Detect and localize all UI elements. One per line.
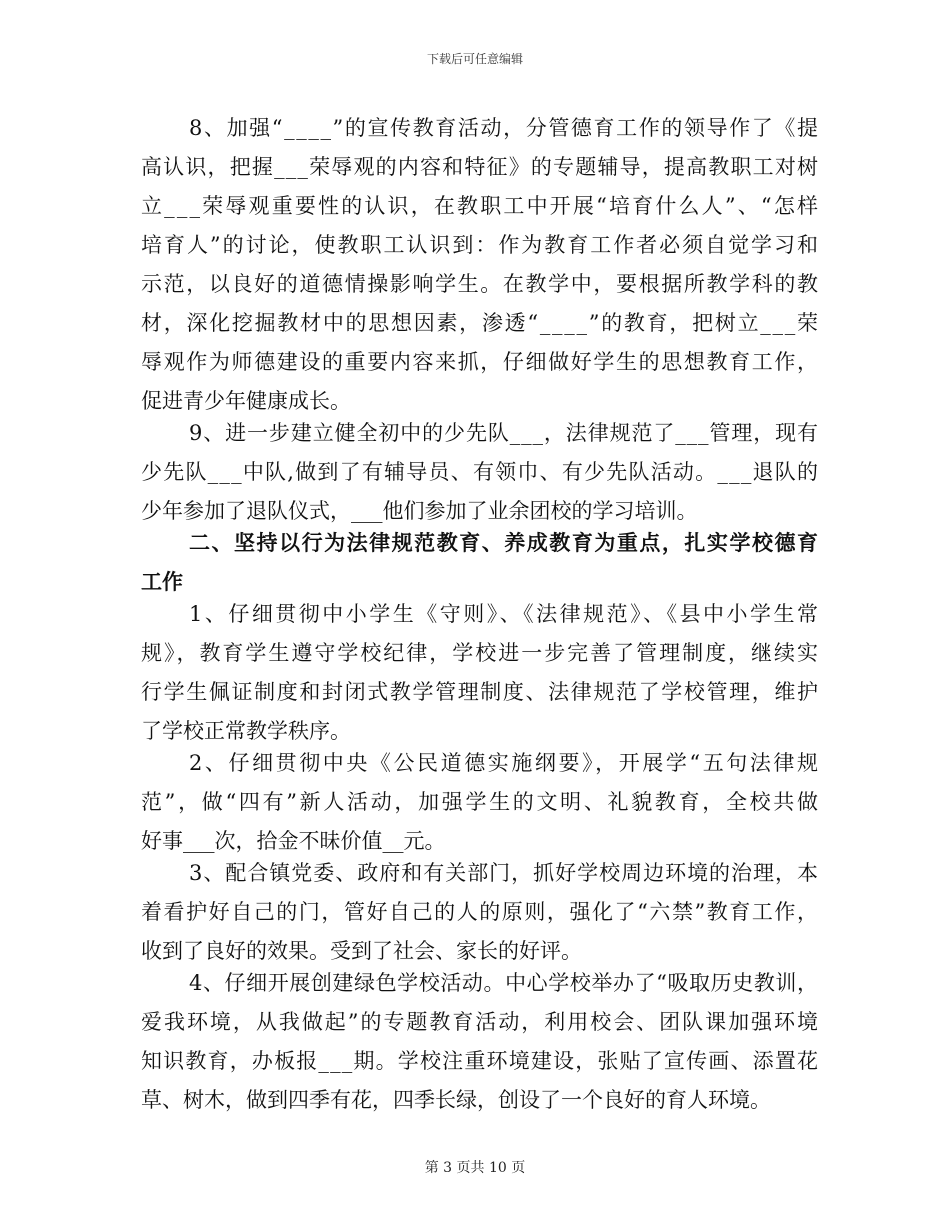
- paragraph-line: 8、加强“____”的宣传教育活动，分管德育工作的领导作了《提: [189, 116, 820, 140]
- paragraph-line: 知识教育，办板报___期。学校注重环境建设，张贴了宣传画、添置花: [141, 1049, 820, 1073]
- paragraph-line: 3、配合镇党委、政府和有关部门，抓好学校周边环境的治理，本: [189, 861, 819, 885]
- paragraph-line: 爱我环境，从我做起”的专题教育活动，利用校会、团队课加强环境: [141, 1010, 820, 1034]
- paragraph-line: 促进青少年健康成长。: [141, 389, 351, 413]
- paragraph-line: 收到了良好的效果。受到了社会、家长的好评。: [141, 939, 582, 963]
- section-heading-line: 工作: [141, 569, 183, 594]
- paragraph-line: 少先队___中队,做到了有辅导员、有领巾、有少先队活动。___退队的: [141, 460, 820, 484]
- section-heading-line: 二、坚持以行为法律规范教育、养成教育为重点，扎实学校德育: [189, 530, 820, 555]
- paragraph-line: 规》，教育学生遵守学校纪律，学校进一步完善了管理制度，继续实: [141, 641, 820, 665]
- paragraph-line: 范”，做“四有”新人活动，加强学生的文明、礼貌教育，全校共做: [141, 790, 821, 814]
- paragraph-line: 着看护好自己的门，管好自己的人的原则，强化了“六禁”教育工作，: [141, 900, 820, 924]
- page-footer: 第 3 页共 10 页: [424, 1160, 526, 1176]
- paragraph-line: 少年参加了退队仪式，___他们参加了业余团校的学习培训。: [141, 499, 698, 523]
- paragraph-line: 草、树木，做到四季有花，四季长绿，创设了一个良好的育人环境。: [141, 1088, 771, 1112]
- paragraph-line: 辱观作为师德建设的重要内容来抓，仔细做好学生的思想教育工作，: [141, 350, 820, 374]
- paragraph-line: 高认识，把握___荣辱观的内容和特征》的专题辅导，提高教职工对树: [141, 155, 820, 179]
- paragraph-line: 材，深化挖掘教材中的思想因素，渗透“____”的教育，把树立___荣: [141, 311, 820, 335]
- paragraph-line: 培育人”的讨论，使教职工认识到：作为教育工作者必须自觉学习和: [141, 233, 820, 257]
- paragraph-line: 2、仔细贯彻中央《公民道德实施纲要》，开展学“五句法律规: [189, 751, 821, 775]
- page-header: 下载后可任意编辑: [426, 52, 523, 66]
- paragraph-line: 4、仔细开展创建绿色学校活动。中心学校举办了“吸取历史教训，: [189, 971, 819, 995]
- paragraph-line: 好事___次，拾金不昧价值__元。: [141, 829, 446, 853]
- paragraph-line: 1、仔细贯彻中小学生《守则》、《法律规范》、《县中小学生常: [189, 602, 821, 626]
- paragraph-line: 了学校正常教学秩序。: [141, 719, 351, 743]
- paragraph-line: 立___荣辱观重要性的认识，在教职工中开展“培育什么人”、“怎样: [141, 194, 821, 218]
- paragraph-line: 示范，以良好的道德情操影响学生。在教学中，要根据所教学科的教: [141, 272, 820, 296]
- paragraph-line: 9、进一步建立健全初中的少先队___，法律规范了___管理，现有: [189, 421, 819, 445]
- paragraph-line: 行学生佩证制度和封闭式教学管理制度、法律规范了学校管理，维护: [141, 680, 820, 704]
